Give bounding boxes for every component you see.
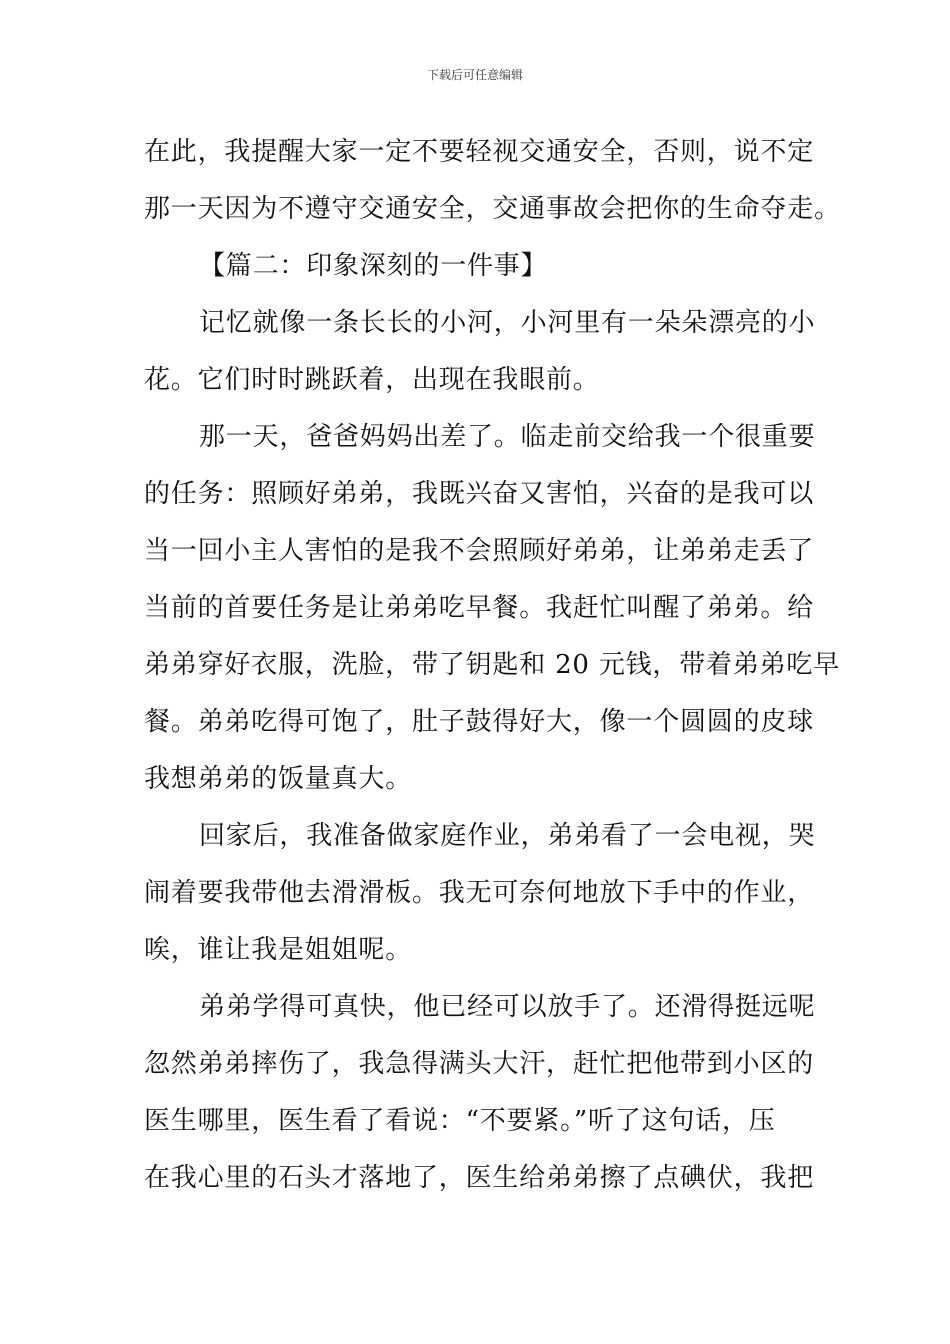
text-line: 弟弟学得可真快，他已经可以放手了。还滑得挺远呢 xyxy=(199,992,816,1022)
text-line: 忽然弟弟摔伤了，我急得满头大汗，赶忙把他带到小区的 xyxy=(144,1049,815,1079)
text-line: 的任务：照顾好弟弟，我既兴奋又害怕，兴奋的是我可以 xyxy=(144,479,815,509)
text-line: 餐。弟弟吃得可饱了，肚子鼓得好大，像一个圆圆的皮球 xyxy=(144,707,815,737)
section-heading: 【篇二：印象深刻的一件事】 xyxy=(199,251,548,281)
text-line: 唉，谁让我是姐姐呢。 xyxy=(144,935,413,965)
text-line: 当前的首要任务是让弟弟吃早餐。我赶忙叫醒了弟弟。给 xyxy=(144,593,815,623)
page-header: 下载后可任意编辑 xyxy=(426,68,523,82)
text-line: 弟弟穿好衣服，洗脸，带了钥匙和 20 元钱，带着弟弟吃早 xyxy=(144,650,841,680)
text-line: 记忆就像一条长长的小河，小河里有一朵朵漂亮的小 xyxy=(199,308,816,338)
text-line: 我想弟弟的饭量真大。 xyxy=(144,764,413,794)
text-line: 当一回小主人害怕的是我不会照顾好弟弟，让弟弟走丢了 xyxy=(144,536,815,566)
text-line: 回家后，我准备做家庭作业，弟弟看了一会电视，哭 xyxy=(199,821,816,851)
text-line: 在我心里的石头才落地了，医生给弟弟擦了点碘伏，我把 xyxy=(144,1163,815,1193)
text-line: 那一天，爸爸妈妈出差了。临走前交给我一个很重要 xyxy=(199,422,816,452)
text-line: 医生哪里，医生看了看说：“不要紧。”听了这句话，压 xyxy=(144,1106,776,1136)
text-line: 那一天因为不遵守交通安全，交通事故会把你的生命夺走。 xyxy=(144,194,841,224)
text-line: 闹着要我带他去滑滑板。我无可奈何地放下手中的作业， xyxy=(144,878,815,908)
text-line: 在此，我提醒大家一定不要轻视交通安全，否则，说不定 xyxy=(144,137,815,167)
document-body xyxy=(144,128,841,1211)
text-line: 花。它们时时跳跃着，出现在我眼前。 xyxy=(144,365,600,395)
